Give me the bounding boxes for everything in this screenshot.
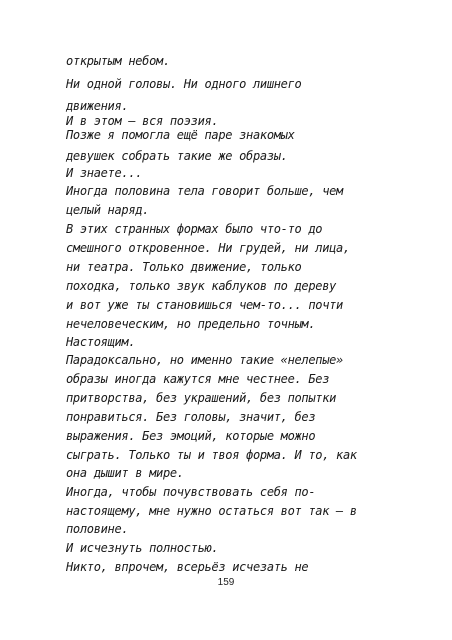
text-line: Иногда половина тела говорит больше, чем: [66, 184, 343, 198]
text-line: Ни одной головы. Ни одного лишнего: [66, 77, 302, 91]
text-line: Настоящим.: [66, 335, 136, 349]
text-line: походка, только звук каблуков по дереву: [66, 279, 337, 293]
text-line: настоящему, мне нужно остаться вот так — в: [66, 504, 357, 518]
text-line: Позже я помогла ещё паре знакомых: [66, 128, 295, 142]
text-line: Парадоксально, но именно такие «нелепые»: [66, 353, 343, 367]
text-line: И исчезнуть полностью.: [66, 541, 219, 555]
text-line: целый наряд.: [66, 203, 150, 217]
text-line: притворства, без украшений, без попытки: [66, 391, 337, 405]
text-line: ни театра. Только движение, только: [66, 260, 302, 274]
text-line: и вот уже ты становишься чем-то... почти: [66, 298, 343, 312]
text-line: И знаете...: [66, 166, 143, 180]
text-line: Никто, впрочем, всерьёз исчезать не: [66, 560, 309, 574]
text-line: движения.: [66, 99, 129, 113]
text-line: она дышит в мире.: [66, 466, 184, 480]
text-line: половине.: [66, 522, 129, 536]
text-line: сыграть. Только ты и твоя форма. И то, как: [66, 448, 357, 462]
text-line: нечеловеческим, но предельно точным.: [66, 317, 316, 331]
text-line: понравиться. Без головы, значит, без: [66, 410, 316, 424]
text-line: образы иногда кажутся мне честнее. Без: [66, 372, 330, 386]
page-number: 159: [217, 577, 235, 588]
text-line: девушек собрать такие же образы.: [66, 149, 288, 163]
text-line: смешного откровенное. Ни грудей, ни лица,: [66, 241, 350, 255]
text-line: открытым небом.: [66, 54, 170, 68]
text-line: выражения. Без эмоций, которые можно: [66, 429, 316, 443]
text-line: И в этом — вся поэзия.: [66, 114, 219, 128]
text-line: Иногда, чтобы почувствовать себя по-: [66, 485, 316, 499]
text-line: В этих странных формах было что-то до: [66, 222, 323, 236]
